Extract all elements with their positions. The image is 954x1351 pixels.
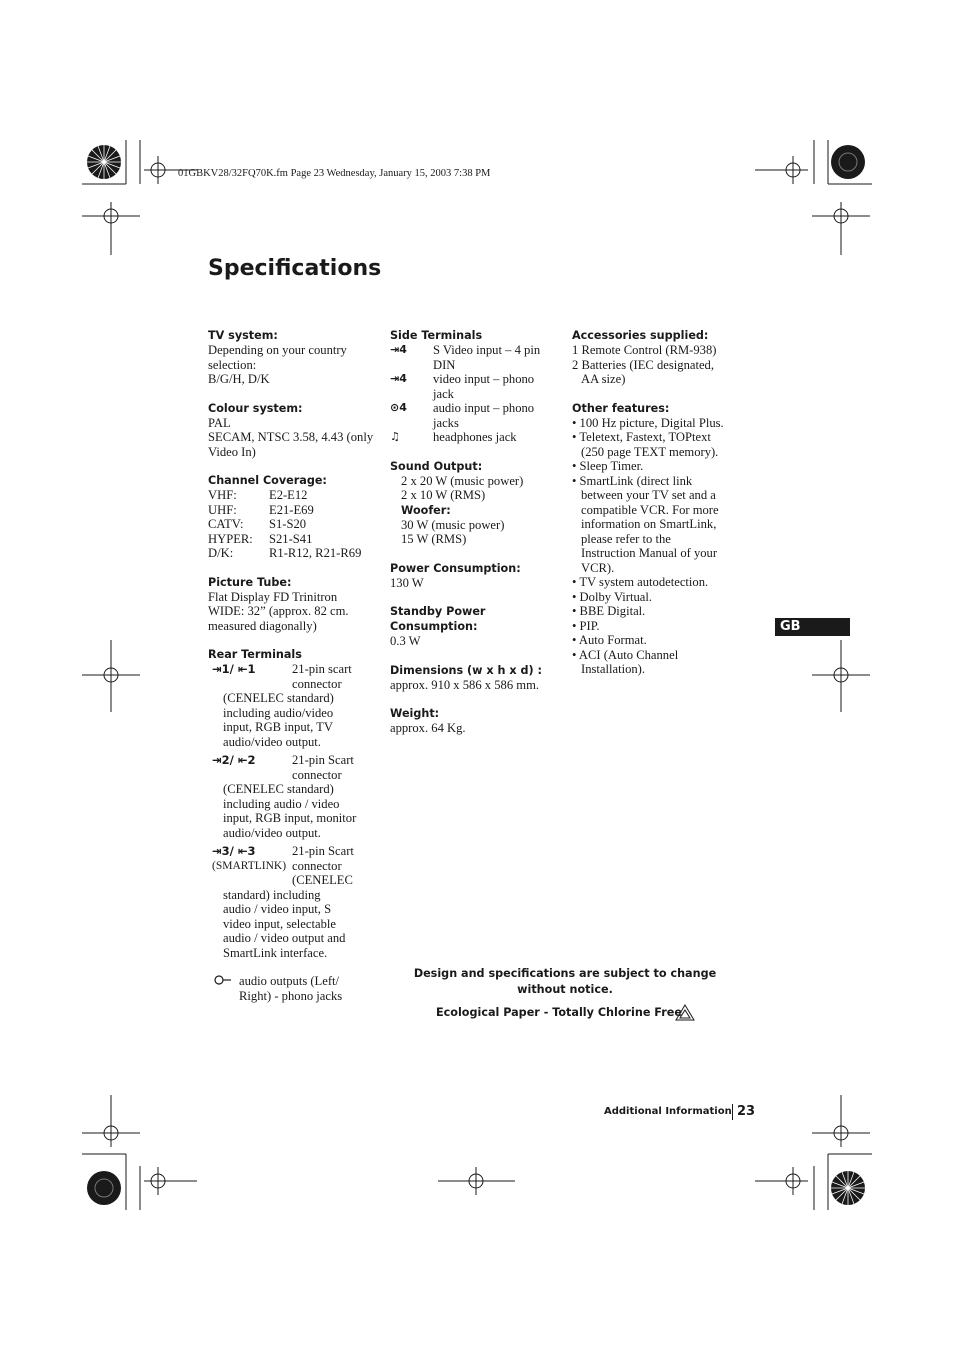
text-line: including audio / video <box>223 796 340 811</box>
text-line: approx. 910 x 586 x 586 mm. <box>390 677 540 692</box>
accessories-section <box>572 328 752 387</box>
sound-output-section <box>390 459 562 547</box>
audio-output-icon <box>208 974 239 1003</box>
tv-system-section <box>208 328 386 387</box>
text-line: connector <box>292 858 342 873</box>
starburst-target-icon <box>831 145 865 179</box>
text-line: measured diagonally) <box>208 618 317 633</box>
registration-mark-icon <box>812 1095 870 1147</box>
registration-mark-icon <box>82 1095 140 1147</box>
text-line: 2 x 20 W (music power) <box>401 473 524 488</box>
features-list <box>572 416 752 677</box>
registration-mark-icon <box>82 202 140 255</box>
text-line: • ACI (Auto Channel <box>572 647 679 662</box>
channel-row <box>208 532 386 547</box>
audio-input-icon: ⊙4 <box>390 401 407 414</box>
registration-mark-icon <box>82 640 140 712</box>
feature-item <box>572 590 752 605</box>
section-heading: Dimensions (w x h x d) : <box>390 663 542 677</box>
feature-item <box>572 575 752 590</box>
colour-system-section <box>208 401 386 460</box>
text-line: • TV system autodetection. <box>572 575 709 589</box>
text-line: 21-pin scart <box>292 662 352 676</box>
section-heading: Accessories supplied: <box>572 329 709 342</box>
text-line: 15 W (RMS) <box>401 532 467 546</box>
text-line: Flat Display FD Trinitron <box>208 589 338 604</box>
band-label: UHF: <box>208 502 237 517</box>
text-line: • Sleep Timer. <box>572 459 644 473</box>
text-line: • BBE Digital. <box>572 604 646 618</box>
change-notice <box>400 966 730 998</box>
text-line: 1 Remote Control (RM-938) <box>572 343 717 357</box>
registration-mark-icon <box>755 156 808 184</box>
picture-tube-section <box>208 575 386 634</box>
text-line: jack <box>433 386 454 401</box>
text-line: approx. 64 Kg. <box>390 721 466 735</box>
registration-mark-icon <box>144 1167 197 1195</box>
text-line: (CENELEC <box>292 873 353 887</box>
scart-terminal-icon: ⇥1/ ⇤1 <box>212 662 256 676</box>
text-line: audio / video output and <box>223 931 346 945</box>
side-terminal-item <box>390 430 562 445</box>
channel-row <box>208 517 386 532</box>
side-terminal-item <box>390 401 562 430</box>
page-title: Specifications <box>208 256 382 281</box>
text-line: PAL <box>208 415 231 430</box>
section-heading: Weight: <box>390 707 440 720</box>
text-line: • SmartLink (direct link <box>572 473 693 488</box>
text-line: 21-pin Scart <box>292 844 354 858</box>
text-line: headphones jack <box>433 430 517 444</box>
text-line: • PIP. <box>572 618 600 633</box>
band-label: D/K: <box>208 546 234 560</box>
text-line: DIN <box>433 357 456 372</box>
feature-item <box>572 416 752 431</box>
section-heading: Standby Power <box>390 605 486 618</box>
section-heading: Picture Tube: <box>208 575 292 589</box>
text-line: Design and specifications are subject to change <box>413 967 717 980</box>
text-line: (CENELEC standard) <box>223 782 334 796</box>
section-heading: Channel Coverage: <box>208 474 327 487</box>
scart-terminal-icon: ⇥3/ ⇤3 <box>212 844 256 858</box>
headphones-icon: ♫ <box>390 430 400 443</box>
spec-column-2 <box>390 328 562 750</box>
feature-item <box>572 633 752 648</box>
text-line: SECAM, NTSC 3.58, 4.43 (only <box>208 430 374 444</box>
text-line: standard) including <box>223 887 321 902</box>
section-heading: TV system: <box>208 329 278 342</box>
text-line: S Video input – 4 pin <box>433 343 541 357</box>
smartlink-note: (SMARTLINK) <box>212 859 287 872</box>
text-line: 30 W (music power) <box>401 517 505 532</box>
weight-section <box>390 706 562 736</box>
registration-mark-icon <box>438 1167 515 1195</box>
band-range: S1-S20 <box>269 517 307 531</box>
text-line: input, RGB input, monitor <box>223 811 357 825</box>
text-line: audio input – phono <box>433 401 535 415</box>
rear-terminal-item <box>208 753 386 840</box>
footer-divider <box>732 1104 733 1120</box>
feature-item <box>572 459 752 474</box>
starburst-target-icon <box>831 1171 865 1205</box>
channel-row <box>208 488 386 503</box>
text-line: between your TV set and a <box>581 488 716 502</box>
text-line: video input – phono <box>433 372 535 386</box>
text-line: (CENELEC standard) <box>223 691 334 705</box>
starburst-target-icon <box>87 1171 121 1205</box>
text-line: Right) - phono jacks <box>239 988 343 1003</box>
feature-item <box>572 648 752 677</box>
text-line: • Teletext, Fastext, TOPtext <box>572 430 711 444</box>
feature-item <box>572 430 752 459</box>
channel-row <box>208 546 386 561</box>
power-consumption-section <box>390 561 562 591</box>
rear-terminal-item <box>208 662 386 749</box>
registration-mark-icon <box>755 1167 808 1195</box>
text-line: B/G/H, D/K <box>208 372 270 386</box>
language-tab: GB <box>775 618 850 636</box>
registration-mark-icon <box>812 202 870 255</box>
text-line: • 100 Hz picture, Digital Plus. <box>572 415 724 430</box>
band-range: S21-S41 <box>269 531 313 546</box>
text-line: without notice. <box>517 983 613 996</box>
section-heading: Other features: <box>572 401 670 415</box>
band-range: R1-R12, R21-R69 <box>269 546 362 560</box>
dimensions-section <box>390 663 562 693</box>
text-line: • Auto Format. <box>572 633 647 647</box>
video-input-icon: ⇥4 <box>390 372 407 385</box>
band-label: CATV: <box>208 517 244 531</box>
text-line: Video In) <box>208 444 256 459</box>
starburst-target-icon <box>87 145 121 179</box>
text-line: 2 Batteries (IEC designated, <box>572 357 714 372</box>
text-line: audio/video output. <box>223 734 321 749</box>
section-heading: Sound Output: <box>390 459 483 473</box>
text-line: audio / video input, S <box>223 902 332 916</box>
page-number: 23 <box>737 1104 756 1119</box>
text-line: 0.3 W <box>390 634 421 648</box>
text-line: WIDE: 32” (approx. 82 cm. <box>208 604 349 618</box>
text-line: audio outputs (Left/ <box>239 974 340 988</box>
text-line: compatible VCR. For more <box>581 502 719 517</box>
other-features-section <box>572 401 752 677</box>
text-line: connector <box>292 676 342 691</box>
text-line: information on SmartLink, <box>581 517 717 531</box>
rear-terminals-section <box>208 647 386 1003</box>
text-line: input, RGB input, TV <box>223 720 333 734</box>
text-line: Installation). <box>581 662 646 676</box>
text-line: jacks <box>433 415 459 430</box>
text-line: Depending on your country <box>208 343 347 357</box>
eco-paper-note: Ecological Paper - Totally Chlorine Free <box>436 1006 682 1019</box>
section-heading: Side Terminals <box>390 329 483 342</box>
text-line: Instruction Manual of your <box>581 546 718 560</box>
registration-mark-icon <box>812 640 870 712</box>
footer-section-name: Additional Information <box>604 1106 732 1117</box>
text-line: (250 page TEXT memory). <box>581 444 719 459</box>
text-line: AA size) <box>581 372 626 386</box>
woofer-heading: Woofer: <box>401 503 451 517</box>
text-line: • Dolby Virtual. <box>572 589 653 604</box>
text-line: including audio/video <box>223 705 334 720</box>
text-line: connector <box>292 767 342 782</box>
text-line: please refer to the <box>581 531 671 546</box>
text-line: 130 W <box>390 575 424 590</box>
s-video-input-icon: ⇥4 <box>390 343 407 356</box>
band-range: E21-E69 <box>269 502 314 517</box>
feature-item <box>572 474 752 576</box>
file-header: 01GBKV28/32FQ70K.fm Page 23 Wednesday, January 15, 2003 7:38 PM <box>178 168 491 179</box>
text-line: selection: <box>208 357 257 372</box>
side-terminal-item <box>390 372 562 401</box>
feature-item <box>572 604 752 619</box>
scart-terminal-icon: ⇥2/ ⇤2 <box>212 753 256 767</box>
side-terminal-item <box>390 343 562 372</box>
text-line: SmartLink interface. <box>223 945 328 960</box>
section-heading: Consumption: <box>390 620 478 633</box>
band-label: VHF: <box>208 488 237 502</box>
side-terminals-section <box>390 328 562 445</box>
spec-column-1 <box>208 328 386 1017</box>
text-line: 21-pin Scart <box>292 753 354 767</box>
text-line: 2 x 10 W (RMS) <box>401 488 486 502</box>
channel-row <box>208 503 386 518</box>
text-line: video input, selectable <box>223 916 336 931</box>
text-line: VCR). <box>581 560 615 575</box>
standby-power-section <box>390 604 562 649</box>
section-heading: Colour system: <box>208 401 303 415</box>
spec-column-3 <box>572 328 752 691</box>
rear-terminal-item <box>208 844 386 960</box>
feature-item <box>572 619 752 634</box>
section-heading: Power Consumption: <box>390 561 521 575</box>
section-heading: Rear Terminals <box>208 648 302 661</box>
audio-output-item <box>208 974 386 1003</box>
text-line: audio/video output. <box>223 825 321 840</box>
channel-coverage-section <box>208 473 386 561</box>
band-label: HYPER: <box>208 531 253 546</box>
band-range: E2-E12 <box>269 488 308 502</box>
